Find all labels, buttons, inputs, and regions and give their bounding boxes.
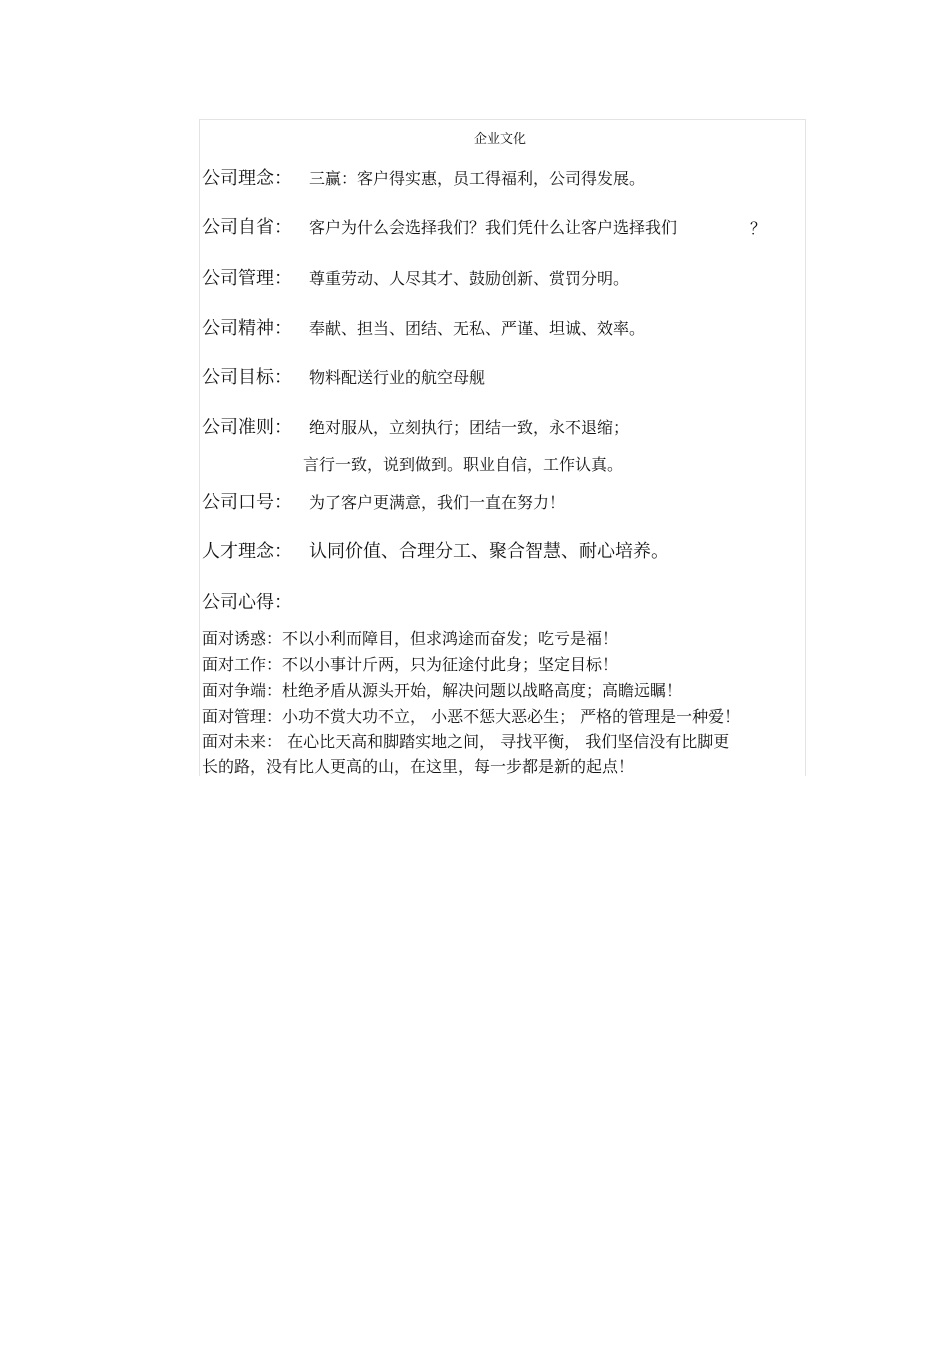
item-label: 公司管理：: [202, 268, 292, 289]
item-label: 公司目标：: [202, 367, 292, 388]
insight-line: 面对争端：杜绝矛盾从源头开始，解决问题以战略高度；高瞻远瞩！: [202, 681, 683, 700]
item-value: 物料配送行业的航空母舰: [309, 368, 486, 387]
item-value: 三赢：客户得实惠，员工得福利，公司得发展。: [309, 169, 646, 188]
question-mark: ？: [750, 219, 767, 238]
item-label: 人才理念：: [202, 541, 292, 562]
principles-continuation: 言行一致，说到做到。职业自信，工作认真。: [303, 455, 624, 474]
item-label: 公司心得：: [202, 592, 292, 613]
item-label: 公司精神：: [202, 318, 292, 339]
item-label: 公司理念：: [202, 168, 292, 189]
item-value: 为了客户更满意，我们一直在努力！: [309, 493, 566, 512]
insight-line: 面对诱惑：不以小利而障目，但求鸿途而奋发；吃亏是福！: [202, 629, 619, 648]
insight-line: 长的路，没有比人更高的山，在这里，每一步都是新的起点！: [202, 757, 635, 776]
item-label: 公司口号：: [202, 492, 292, 513]
item-value: 认同价值、合理分工、聚合智慧、耐心培养。: [309, 541, 669, 562]
document-title: 企业文化: [473, 132, 526, 147]
item-label: 公司自省：: [202, 217, 292, 238]
insight-line: 面对未来： 在心比天高和脚踏实地之间， 寻找平衡， 我们坚信没有比脚更: [202, 732, 730, 751]
insight-line: 面对管理：小功不赏大功不立， 小恶不惩大恶必生； 严格的管理是一种爱！: [202, 707, 741, 726]
item-value: 客户为什么会选择我们？我们凭什么让客户选择我们: [309, 218, 678, 237]
item-value: 奉献、担当、团结、无私、严谨、坦诚、效率。: [309, 319, 646, 338]
item-label: 公司准则：: [202, 417, 292, 438]
item-value: 绝对服从，立刻执行；团结一致，永不退缩；: [309, 418, 630, 437]
item-value: 尊重劳动、人尽其才、鼓励创新、赏罚分明。: [309, 269, 630, 288]
insight-line: 面对工作：不以小事计斤两，只为征途付此身；坚定目标！: [202, 655, 619, 674]
